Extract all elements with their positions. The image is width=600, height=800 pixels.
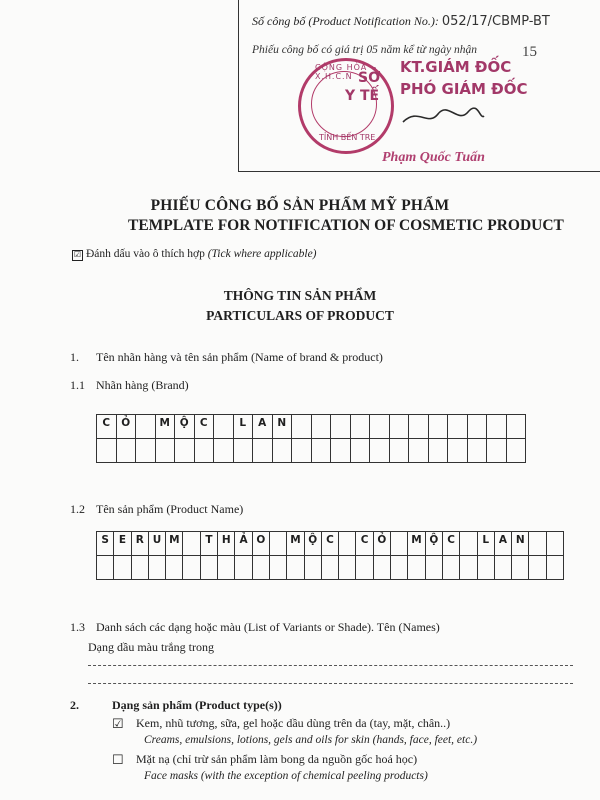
grid-cell [117,439,137,463]
grid-cell [218,556,235,580]
grid-cell [409,439,429,463]
kt-director-text: KT.GIÁM ĐỐC [400,58,512,76]
seal-top-text: CỘNG HÒA X.H.C.N [315,63,368,81]
grid-cell [390,439,410,463]
grid-cell: E [114,532,131,556]
grid-cell [201,556,218,580]
option-label-en: Creams, emulsions, lotions, gels and oils for skin (hands, face, feet, etc.) [144,734,478,746]
item1-1-label: Nhãn hàng (Brand) [96,378,189,392]
grid-cell [253,556,270,580]
grid-cell: A [253,415,273,439]
grid-cell [292,415,312,439]
grid-cell [312,415,332,439]
grid-cell [351,439,371,463]
signer-name: Phạm Quốc Tuấn [382,150,485,165]
grid-cell: R [132,532,149,556]
grid-cell: C [97,415,117,439]
grid-cell: S [97,532,114,556]
tick-instruction-en: (Tick where applicable) [207,248,317,260]
grid-cell: L [234,415,254,439]
vice-director-text: PHÓ GIÁM ĐỐC [400,80,528,98]
grid-cell [507,415,527,439]
grid-cell [331,415,351,439]
grid-cell [97,439,117,463]
grid-cell [468,439,488,463]
item1-3-label: Danh sách các dạng hoặc màu (List of Variants or Shade). Tên (Names) [96,620,440,634]
grid-cell [487,415,507,439]
grid-cell [370,415,390,439]
notification-number-line [252,14,550,29]
item2-label: Dạng sản phẩm (Product type(s)) [112,698,282,712]
grid-cell [468,415,488,439]
grid-cell [136,439,156,463]
grid-cell [339,532,356,556]
check-icon: ☑ [73,250,82,259]
grid-cell [478,556,495,580]
grid-cell [448,415,468,439]
grid-cell [391,556,408,580]
option-label-vi: Mặt nạ (chỉ trừ sản phẩm làm bong da nguồn gốc hoá học) [136,752,418,766]
grid-cell [409,415,429,439]
grid-cell [512,556,529,580]
grid-cell: H [218,532,235,556]
grid-cell [547,532,564,556]
grid-cell: Ỏ [374,532,391,556]
grid-cell: M [156,415,176,439]
grid-cell [270,556,287,580]
grid-cell [253,439,273,463]
grid-cell [114,556,131,580]
grid-cell [529,556,546,580]
item1-2-number: 1.2 [70,502,85,516]
grid-cell [305,556,322,580]
notification-label: Số công bố (Product Notification No.): [252,14,439,28]
grid-cell [339,556,356,580]
grid-cell: T [201,532,218,556]
option-checkbox[interactable]: ☑ [112,716,124,731]
grid-cell [429,439,449,463]
item1-label: Tên nhãn hàng và tên sản phẩm (Name of brand & product) [96,350,383,364]
signature-mark [398,102,488,132]
notification-value: 052/17/CBMP-BT [441,14,550,29]
item2-number: 2. [70,698,79,712]
grid-cell [374,556,391,580]
form-title-en: TEMPLATE FOR NOTIFICATION OF COSMETIC PRODUCT [128,217,564,234]
grid-cell [370,439,390,463]
tick-instruction [72,248,317,261]
grid-cell [408,556,425,580]
form-title-vi: PHIẾU CÔNG BỐ SẢN PHẨM MỸ PHẨM [150,197,450,214]
seal-bottom-text: TỈNH BẾN TRE [319,133,376,142]
seal-center-1: SỞ [358,70,381,86]
grid-cell [234,439,254,463]
grid-cell: M [166,532,183,556]
grid-cell [166,556,183,580]
grid-cell [529,532,546,556]
grid-cell [292,439,312,463]
section-title-vi: THÔNG TIN SẢN PHẨM [223,288,377,303]
grid-cell [183,532,200,556]
grid-cell [183,556,200,580]
variants-value: Dạng dầu màu trắng trong [88,640,214,654]
option-label-en: Face masks (with the exception of chemical peeling products) [144,770,428,782]
grid-cell [351,415,371,439]
grid-cell: C [443,532,460,556]
grid-cell [356,556,373,580]
section-title-en: PARTICULARS OF PRODUCT [206,308,394,323]
grid-cell: C [356,532,373,556]
grid-cell: C [195,415,215,439]
grid-cell: U [149,532,166,556]
grid-cell [132,556,149,580]
grid-cell: Ộ [175,415,195,439]
grid-cell [507,439,527,463]
grid-cell [426,556,443,580]
grid-cell [136,415,156,439]
grid-cell [235,556,252,580]
grid-cell [443,556,460,580]
grid-cell [287,556,304,580]
grid-cell [448,439,468,463]
grid-cell [487,439,507,463]
item1-number: 1. [70,350,79,364]
grid-cell [429,415,449,439]
grid-cell: M [287,532,304,556]
item1-1-number: 1.1 [70,378,85,392]
grid-cell [156,439,176,463]
grid-cell [312,439,332,463]
option-label-vi: Kem, nhũ tương, sữa, gel hoặc dầu dùng trên da (tay, mặt, chân..) [136,716,451,730]
tick-instruction-vi: Đánh dấu vào ô thích hợp [86,248,205,260]
item1-2-label: Tên sản phẩm (Product Name) [96,502,244,516]
grid-cell [495,556,512,580]
grid-cell: A [495,532,512,556]
grid-cell [97,556,114,580]
validity-mark: 15 [522,44,537,60]
grid-cell [214,415,234,439]
grid-cell [149,556,166,580]
dotted-line [88,683,573,684]
grid-cell [390,415,410,439]
grid-cell: Ộ [305,532,322,556]
grid-cell: N [512,532,529,556]
grid-cell [214,439,234,463]
product-name-grid [96,531,564,580]
grid-cell: C [322,532,339,556]
grid-cell [273,439,293,463]
grid-cell: O [253,532,270,556]
grid-cell: M [408,532,425,556]
grid-cell [175,439,195,463]
grid-cell [460,556,477,580]
grid-cell: L [478,532,495,556]
grid-cell [547,556,564,580]
grid-cell [331,439,351,463]
grid-cell [270,532,287,556]
grid-cell: N [273,415,293,439]
grid-cell: Ộ [426,532,443,556]
option-checkbox[interactable]: ☐ [112,752,124,767]
grid-cell: Ỏ [117,415,137,439]
brand-grid [96,414,526,463]
grid-cell [195,439,215,463]
grid-cell [391,532,408,556]
validity-text: Phiếu công bố có giá trị 05 năm kể từ ngày nhận [252,44,478,56]
grid-cell: Ả [235,532,252,556]
seal-center-2: Y TẾ [345,88,380,104]
dotted-line [88,665,573,666]
item1-3-number: 1.3 [70,620,85,634]
grid-cell [460,532,477,556]
grid-cell [322,556,339,580]
